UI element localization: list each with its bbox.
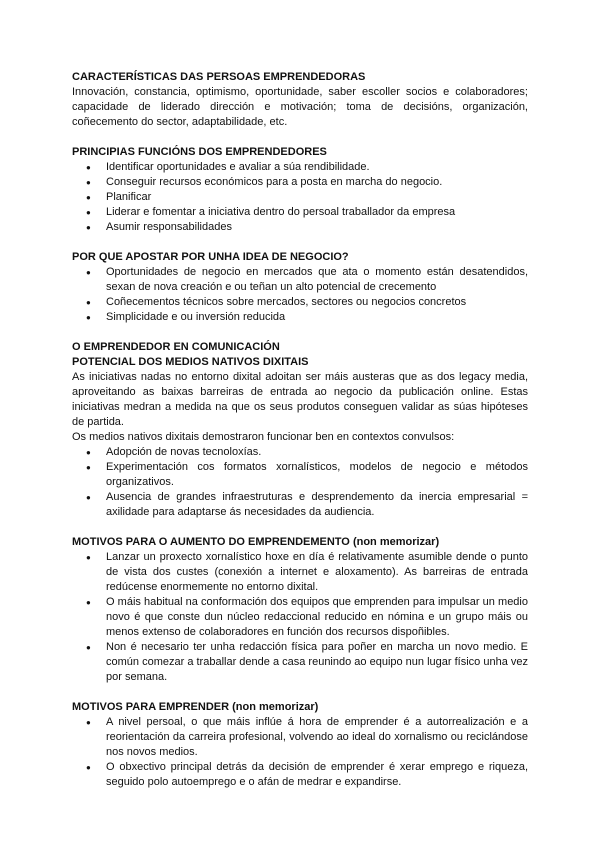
section-heading [72, 535, 528, 550]
section-paragraph: As iniciativas nadas no entorno dixital adoitan ser máis austeras que as dos legacy media, aproveitando as baixas barreiras de entrada ao negocio da publicación online. Estas iniciativas medran a medida na que os seus produtos conseguen validar as súas hipóteses de partida. [72, 371, 528, 428]
section-heading: POR QUE APOSTAR POR UNHA IDEA DE NEGOCIO? [72, 251, 349, 263]
list-item: ● Experimentación cos formatos xornalísticos, modelos de negocio e métodos organizativos. [72, 460, 528, 490]
list-item: ● Conseguir recursos económicos para a posta en marcha do negocio. [72, 175, 528, 190]
section-motivos-aumento [72, 535, 528, 685]
section-paragraph: Innovación, constancia, optimismo, oportunidade, saber escoller socios e colaboradores; capacidade de liderado dirección e motivación; toma de decisións, organización, coñecemento do sector, adaptabilidade, etc. [72, 86, 528, 128]
section-heading: CARACTERÍSTICAS DAS PERSOAS EMPRENDEDORAS [72, 71, 366, 83]
list-item: ● Identificar oportunidades e avaliar a súa rendibilidade. [72, 160, 528, 175]
section-funcions [72, 145, 528, 235]
heading-note: (non memorizar) [352, 536, 440, 548]
bullet-list [72, 715, 528, 790]
list-item: ● Ausencia de grandes infraestruturas e desprendemento da inercia empresarial = axilidade para adaptarse ás necesidades da audiencia. [72, 490, 528, 520]
list-item: ● Lanzar un proxecto xornalístico hoxe en día é relativamente asumible dende o punto de vista dos custes (conexión a internet e aloxamento). As barreiras de entrada redúcense enormemente no entorno dixital. [72, 550, 528, 595]
bullet-list [72, 265, 528, 325]
bullet-list [72, 550, 528, 685]
section-heading: PRINCIPIAS FUNCIÓNS DOS EMPRENDEDORES [72, 146, 327, 158]
section-apostar [72, 250, 528, 325]
list-item: ● A nivel persoal, o que máis inflúe á hora de emprender é a autorrealización e a reorientación da carreira profesional, volvendo ao ideal do xornalismo ou reciclándose nos novos medios. [72, 715, 528, 760]
section-motivos-emprender [72, 700, 528, 790]
section-heading: O EMPRENDEDOR EN COMUNICACIÓN [72, 341, 280, 353]
section-paragraph: Os medios nativos dixitais demostraron funcionar ben en contextos convulsos: [72, 431, 455, 443]
list-item: ● Asumir responsabilidades [72, 220, 528, 235]
heading-note: (non memorizar) [232, 701, 319, 713]
bullet-list [72, 445, 528, 520]
list-item: ● Oportunidades de negocio en mercados que ata o momento están desatendidos, sexan de nova creación e ou teñan un alto potencial de crecemento [72, 265, 528, 295]
bullet-list [72, 160, 528, 235]
document-page [72, 70, 528, 805]
list-item: ● O obxectivo principal detrás da decisión de emprender é xerar emprego e riqueza, seguido polo autoemprego e o afán de medrar e expandirse. [72, 760, 528, 790]
list-item: ● Non é necesario ter unha redacción física para poñer en marcha un novo medio. E común comezar a traballar dende a casa reunindo ao equipo nun lugar físico unha vez por semana. [72, 640, 528, 685]
list-item: ● Simplicidade e ou inversión reducida [72, 310, 528, 325]
list-item: ● Coñecementos técnicos sobre mercados, sectores ou negocios concretos [72, 295, 528, 310]
list-item: ● Liderar e fomentar a iniciativa dentro do persoal traballador da empresa [72, 205, 528, 220]
heading-text: MOTIVOS PARA O AUMENTO DO EMPRENDEMENTO [72, 536, 350, 548]
heading-text: MOTIVOS PARA EMPRENDER [72, 701, 230, 713]
list-item: ● Planificar [72, 190, 528, 205]
list-item: ● Adopción de novas tecnoloxías. [72, 445, 528, 460]
section-heading [72, 700, 528, 715]
section-subheading: POTENCIAL DOS MEDIOS NATIVOS DIXITAIS [72, 356, 309, 368]
list-item: ● O máis habitual na conformación dos equipos que emprenden para impulsar un medio novo é que conste dun núcleo redaccional reducido en nómina e un grupo máis ou menos extenso de colaboradores en función dos recursos dispoñibles. [72, 595, 528, 640]
section-caracteristicas [72, 70, 528, 130]
section-comunicacion [72, 340, 528, 520]
